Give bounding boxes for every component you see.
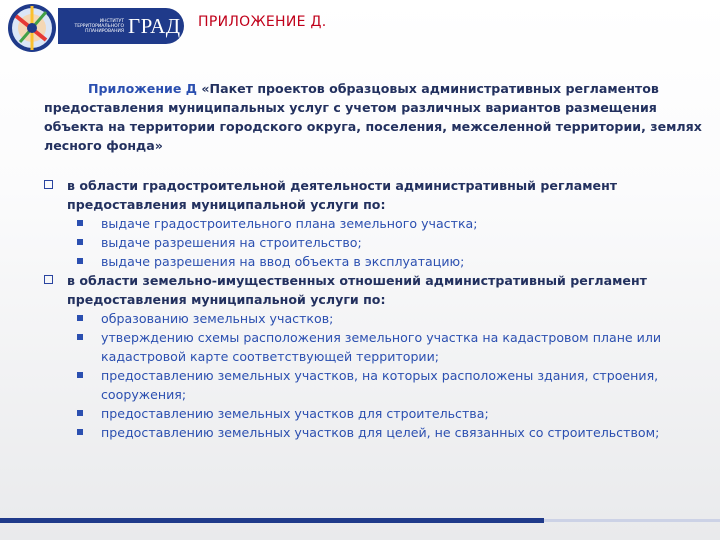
intro-lead: Приложение Д bbox=[88, 81, 197, 96]
square-bullet-icon bbox=[77, 239, 83, 245]
list-item: выдаче разрешения на ввод объекта в эксплуатацию; bbox=[44, 252, 716, 271]
slide-title: ПРИЛОЖЕНИЕ Д. bbox=[198, 14, 327, 30]
square-bullet-icon bbox=[77, 334, 83, 340]
list-item: предоставлению земельных участков для строительства; bbox=[44, 404, 716, 423]
list-item: выдаче разрешения на строительство; bbox=[44, 233, 716, 252]
intro-paragraph bbox=[44, 79, 716, 155]
square-bullet-icon bbox=[77, 372, 83, 378]
list-item: утверждению схемы расположения земельного участка на кадастровом плане или кадастровой карте соответствующей территории; bbox=[44, 328, 716, 366]
header bbox=[0, 0, 720, 54]
bottom-light-bar bbox=[544, 519, 720, 522]
square-bullet-icon bbox=[77, 429, 83, 435]
brand-bar bbox=[58, 8, 184, 44]
sections bbox=[44, 176, 716, 442]
list-item: предоставлению земельных участков, на которых расположены здания, строения, сооружения; bbox=[44, 366, 716, 404]
section-heading: в области земельно-имущественных отношений административный регламент предоставления муниципальной услуги по: bbox=[67, 273, 647, 307]
square-bullet-icon bbox=[77, 220, 83, 226]
checkbox-bullet-icon bbox=[44, 275, 53, 284]
org-name: ИНСТИТУТ ТЕРРИТОРИАЛЬНОГО ПЛАНИРОВАНИЯ bbox=[74, 18, 124, 34]
list-item: образованию земельных участков; bbox=[44, 309, 716, 328]
item-list bbox=[44, 309, 716, 442]
section-urban-planning bbox=[44, 176, 716, 271]
logo-emblem-icon bbox=[2, 2, 62, 54]
item-list bbox=[44, 214, 716, 271]
square-bullet-icon bbox=[77, 258, 83, 264]
square-bullet-icon bbox=[77, 410, 83, 416]
intro-text: «Пакет проектов образцовых административных регламентов предоставления муниципальных услуг с учетом различных вариантов размещения объекта на территории городского округа, поселения, межселенной территории, землях лесного фонда» bbox=[44, 81, 702, 153]
list-item: выдаче градостроительного плана земельного участка; bbox=[44, 214, 716, 233]
bottom-accent-bar bbox=[0, 518, 544, 523]
checkbox-bullet-icon bbox=[44, 180, 53, 189]
section-heading: в области градостроительной деятельности административный регламент предоставления муниципальной услуги по: bbox=[67, 178, 618, 212]
list-item: предоставлению земельных участков для целей, не связанных со строительством; bbox=[44, 423, 716, 442]
brand-name: ГРАД bbox=[128, 13, 181, 38]
logo bbox=[2, 2, 62, 54]
section-land-relations bbox=[44, 271, 716, 442]
square-bullet-icon bbox=[77, 315, 83, 321]
